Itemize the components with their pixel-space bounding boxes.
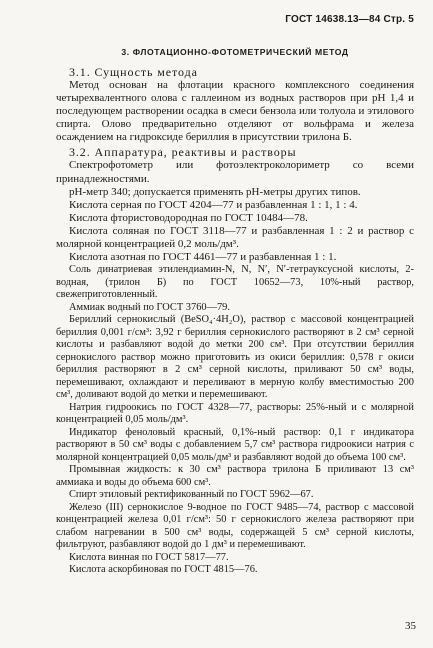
paragraph: pH-метр 340; допускается применять pH-метры других типов. [69,185,361,198]
document-page [56,14,414,577]
section-title: 3. ФЛОТАЦИОННО-ФОТОМЕТРИЧЕСКИЙ МЕТОД [121,47,349,57]
page-header: ГОСТ 14638.13—84 Стр. 5 [285,14,414,25]
paragraph: Кислота аскорбиновая по ГОСТ 4815—76. [69,564,258,576]
subsection-heading: 3.2. Аппаратура, реактивы и растворы [69,145,297,160]
paragraph: Натрия гидроокись по ГОСТ 4328—77, растворы: 25%-ный и с молярной концентрацией 0,05 моль/дм³. [56,401,414,426]
paragraph: Кислота серная по ГОСТ 4204—77 и разбавленная 1 : 1, 1 : 4. [69,198,358,211]
paragraph: Индикатор феноловый красный, 0,1%-ный раствор: 0,1 г индикатора растворяют в 50 см³ воды с добавлением 5,7 см³ раствора гидроокиси натрия с молярной концентрацией 0,05 моль/дм³ и разбавляют водой до объема 100 см³. [56,426,414,463]
paragraph: Аммиак водный по ГОСТ 3760—79. [69,301,230,313]
page-number: 35 [405,620,416,632]
paragraph: Железо (III) сернокислое 9-водное по ГОСТ 9485—74, раствор с массовой концентрацией железа 0,01 г/см³: 50 г сернокислого железа растворяют при слабом нагревании в 500 см³ воды, содержащей 5 см³ серной кислоты, фильтруют, разбавляют водой до 1 дм³ и перемешивают. [56,501,414,551]
subsection-heading: 3.1. Сущность метода [69,65,198,79]
paragraph: Кислота азотная по ГОСТ 4461—77 и разбавленная 1 : 1. [69,251,337,264]
paragraph: Бериллий сернокислый (BeSO₄·4H₂O), раствор с массовой концентрацией бериллия 0,001 г/см³: 3,92 г бериллия сернокислого растворяют в 2 см³ серной кислоты и разбавляют водой до метки 200 см³. При отсутствии бериллия сернокислого раствор можно приготовить из окиси бериллия: 0,578 г окиси бериллия растворяют в 2 см³ серной кислоты, приливают 50 см³ воды, перемешивают, охлаждают и переливают в мерную колбу вместимостью 200 см³, доливают водой до метки и перемешивают. [56,314,414,401]
paragraph: Кислота винная по ГОСТ 5817—77. [69,551,229,563]
paragraph: Кислота соляная по ГОСТ 3118—77 и разбавленная 1 : 2 и раствор с молярной концентрацией 0,2 моль/дм³. [56,224,414,251]
paragraph: Метод основан на флотации красного комплексного соединения четырехвалентного олова с галлеином из водных растворов при pH 1,4 и последующем растворении осадка в смеси бензола или толуола и этилового спирта. Олово предварительно отделяют от вольфрама и железа осаждением на гидроксиде бериллия в присутствии трилона Б. [56,79,414,144]
paragraph: Кислота фтористоводородная по ГОСТ 10484—78. [69,211,308,224]
paragraph: Соль динатриевая этилендиамин-N, N, N′, N′-тетрауксусной кислоты, 2-водная, (трилон Б) по ГОСТ 10652—73, 10%-ный раствор, свежеприготовленный. [56,264,414,301]
paragraph: Промывная жидкость: к 30 см³ раствора трилона Б приливают 13 см³ аммиака и воды до объема 600 см³. [56,464,414,488]
paragraph: Спектрофотометр или фотоэлектроколориметр со всеми принадлежностями. [56,159,414,185]
paragraph: Спирт этиловый ректификованный по ГОСТ 5962—67. [69,489,314,501]
